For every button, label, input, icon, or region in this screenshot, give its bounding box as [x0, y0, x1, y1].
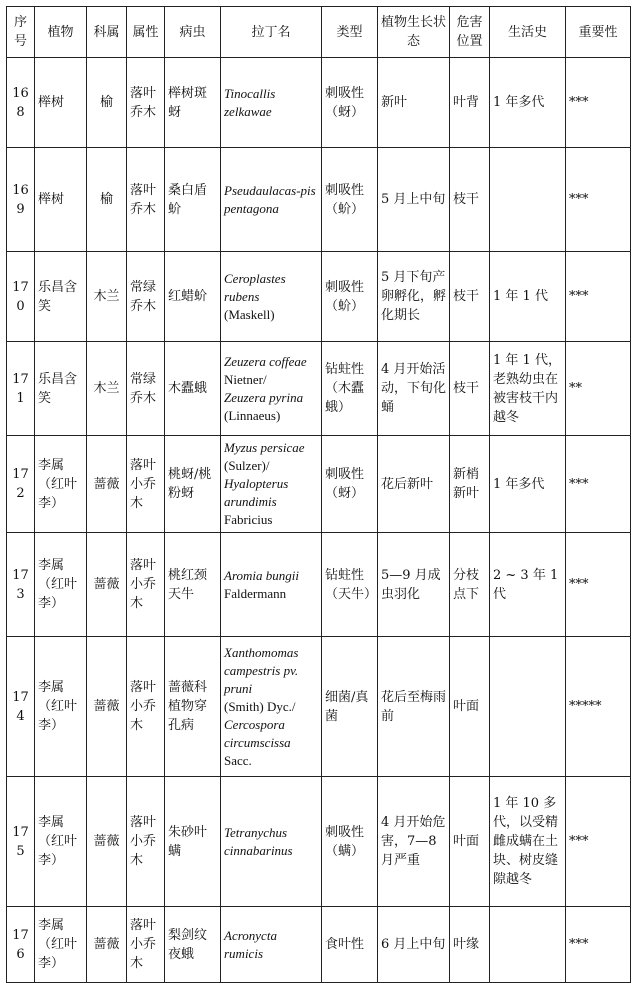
cell-pest: 桃红颈天牛	[165, 533, 221, 637]
header-plant: 植物	[35, 7, 87, 58]
latin-name-part: Aromia bungii	[224, 567, 299, 583]
cell-life	[490, 148, 566, 252]
table-row	[7, 252, 631, 342]
header-family: 科属	[87, 7, 127, 58]
cell-latin	[221, 637, 322, 777]
header-pest: 病虫	[165, 7, 221, 58]
table-row	[7, 533, 631, 637]
header-importance: 重要性	[566, 7, 631, 58]
header-row	[7, 7, 631, 58]
cell-attribute: 落叶小乔木	[127, 436, 165, 533]
cell-type: 刺吸性（蚧）	[322, 252, 378, 342]
cell-position: 枝干	[450, 148, 490, 252]
cell-family: 蔷薇	[87, 533, 127, 637]
cell-no: 171	[7, 342, 35, 436]
cell-position: 叶面	[450, 637, 490, 777]
table-row	[7, 148, 631, 252]
cell-attribute: 落叶乔木	[127, 148, 165, 252]
cell-attribute: 落叶小乔木	[127, 637, 165, 777]
cell-no: 175	[7, 777, 35, 907]
cell-no: 176	[7, 907, 35, 983]
cell-latin	[221, 342, 322, 436]
header-no: 序号	[7, 7, 35, 58]
cell-life: 1 年 1 代	[490, 252, 566, 342]
latin-name-part: Hyalopterus arundimis	[224, 476, 289, 509]
header-type: 类型	[322, 7, 378, 58]
cell-life: 1 年 1 代，老熟幼虫在被害枝干内越冬	[490, 342, 566, 436]
cell-attribute: 常绿乔木	[127, 342, 165, 436]
cell-latin	[221, 252, 322, 342]
cell-type: 刺吸性（蚧）	[322, 148, 378, 252]
cell-plant: 乐昌含笑	[35, 342, 87, 436]
latin-name-part: Zeuzera coffeae	[224, 353, 307, 369]
latin-name-part: Ceroplastes rubens	[224, 270, 286, 304]
cell-family: 榆	[87, 148, 127, 252]
cell-growth: 花后至梅雨前	[378, 637, 450, 777]
cell-no: 169	[7, 148, 35, 252]
cell-growth: 5 月上中旬	[378, 148, 450, 252]
cell-pest: 红蜡蚧	[165, 252, 221, 342]
table-row	[7, 436, 631, 533]
table-body	[7, 58, 631, 983]
cell-position: 枝干	[450, 342, 490, 436]
header-attribute: 属性	[127, 7, 165, 58]
cell-plant: 李属（红叶李）	[35, 637, 87, 777]
cell-family: 蔷薇	[87, 436, 127, 533]
cell-importance: ***	[566, 58, 631, 148]
table-header	[7, 7, 631, 58]
cell-position: 新梢新叶	[450, 436, 490, 533]
cell-importance: ***	[566, 252, 631, 342]
cell-importance: ***	[566, 777, 631, 907]
cell-importance: *****	[566, 637, 631, 777]
latin-author-part: (Linnaeus)	[224, 407, 281, 423]
cell-life	[490, 637, 566, 777]
cell-importance: ***	[566, 148, 631, 252]
header-latin: 拉丁名	[221, 7, 322, 58]
cell-pest: 桑白盾蚧	[165, 148, 221, 252]
latin-name-part: Pseudaulacas-pis pentagona	[224, 182, 316, 216]
cell-position: 枝干	[450, 252, 490, 342]
cell-family: 榆	[87, 58, 127, 148]
cell-attribute: 常绿乔木	[127, 252, 165, 342]
latin-name-part: Acronycta rumicis	[224, 927, 277, 961]
cell-position: 叶背	[450, 58, 490, 148]
cell-latin	[221, 907, 322, 983]
table-row	[7, 907, 631, 983]
cell-life: 2 ~ 3 年 1 代	[490, 533, 566, 637]
cell-plant: 榉树	[35, 148, 87, 252]
cell-family: 木兰	[87, 342, 127, 436]
latin-author-part: Fabricius	[224, 512, 273, 527]
cell-latin	[221, 533, 322, 637]
cell-no: 173	[7, 533, 35, 637]
cell-no: 168	[7, 58, 35, 148]
header-life: 生活史	[490, 7, 566, 58]
cell-growth: 5 月下旬产卵孵化，孵化期长	[378, 252, 450, 342]
latin-author-part: (Maskell)	[224, 306, 275, 322]
cell-family: 蔷薇	[87, 907, 127, 983]
cell-pest: 桃蚜/桃粉蚜	[165, 436, 221, 533]
latin-author-part: Faldermann	[224, 585, 287, 601]
cell-pest: 蔷薇科植物穿孔病	[165, 637, 221, 777]
cell-type: 刺吸性（蚜）	[322, 58, 378, 148]
cell-importance: ***	[566, 533, 631, 637]
table-row	[7, 58, 631, 148]
cell-latin	[221, 777, 322, 907]
cell-growth: 4 月开始危害，7—8 月严重	[378, 777, 450, 907]
cell-importance: ***	[566, 436, 631, 533]
cell-life: 1 年多代	[490, 436, 566, 533]
cell-attribute: 落叶小乔木	[127, 533, 165, 637]
cell-position: 叶缘	[450, 907, 490, 983]
cell-growth: 新叶	[378, 58, 450, 148]
latin-name-part: Tetranychus cinnabarinus	[224, 824, 293, 858]
latin-name-part: Tinocallis zelkawae	[224, 85, 276, 119]
table-row	[7, 637, 631, 777]
cell-type: 刺吸性（蚜）	[322, 436, 378, 533]
cell-importance: **	[566, 342, 631, 436]
cell-growth: 4 月开始活动，下旬化蛹	[378, 342, 450, 436]
cell-family: 木兰	[87, 252, 127, 342]
latin-name-part: Cercospora circumscissa	[224, 716, 291, 750]
cell-position: 叶面	[450, 777, 490, 907]
cell-no: 172	[7, 436, 35, 533]
latin-author-part: Nietner/	[224, 371, 267, 387]
cell-no: 174	[7, 637, 35, 777]
cell-type: 细菌/真菌	[322, 637, 378, 777]
table-row	[7, 777, 631, 907]
cell-growth: 花后新叶	[378, 436, 450, 533]
cell-plant: 李属（红叶李）	[35, 436, 87, 533]
cell-life	[490, 907, 566, 983]
latin-author-part: (Sulzer)/	[224, 458, 270, 473]
cell-attribute: 落叶小乔木	[127, 777, 165, 907]
latin-name-part: Zeuzera pyrina	[224, 389, 304, 405]
cell-no: 170	[7, 252, 35, 342]
cell-plant: 李属（红叶李）	[35, 533, 87, 637]
latin-name-part: Myzus persicae	[224, 440, 305, 455]
cell-attribute: 落叶乔木	[127, 58, 165, 148]
pest-table	[6, 6, 631, 983]
cell-type: 钻蛀性（天牛）	[322, 533, 378, 637]
header-position: 危害位置	[450, 7, 490, 58]
header-growth: 植物生长状态	[378, 7, 450, 58]
cell-growth: 5—9 月成虫羽化	[378, 533, 450, 637]
cell-attribute: 落叶小乔木	[127, 907, 165, 983]
cell-plant: 李属（红叶李）	[35, 907, 87, 983]
latin-name-part: Xanthomomas campestris pv. pruni	[224, 644, 299, 696]
cell-type: 刺吸性（螨）	[322, 777, 378, 907]
cell-life: 1 年 10 多代，以受精雌成螨在土块、树皮缝隙越冬	[490, 777, 566, 907]
cell-growth: 6 月上中旬	[378, 907, 450, 983]
cell-position: 分枝点下	[450, 533, 490, 637]
cell-family: 蔷薇	[87, 777, 127, 907]
table-row	[7, 342, 631, 436]
cell-life: 1 年多代	[490, 58, 566, 148]
cell-latin	[221, 148, 322, 252]
cell-type: 钻蛀性（木蠹蛾）	[322, 342, 378, 436]
cell-plant: 李属（红叶李）	[35, 777, 87, 907]
cell-latin	[221, 436, 322, 533]
latin-author-part: Sacc.	[224, 752, 252, 768]
cell-pest: 木蠹蛾	[165, 342, 221, 436]
cell-type: 食叶性	[322, 907, 378, 983]
cell-latin	[221, 58, 322, 148]
latin-author-part: (Smith) Dyc./	[224, 698, 296, 714]
cell-plant: 乐昌含笑	[35, 252, 87, 342]
cell-pest: 朱砂叶螨	[165, 777, 221, 907]
cell-family: 蔷薇	[87, 637, 127, 777]
cell-pest: 梨剑纹夜蛾	[165, 907, 221, 983]
cell-plant: 榉树	[35, 58, 87, 148]
cell-importance: ***	[566, 907, 631, 983]
cell-pest: 榉树斑蚜	[165, 58, 221, 148]
